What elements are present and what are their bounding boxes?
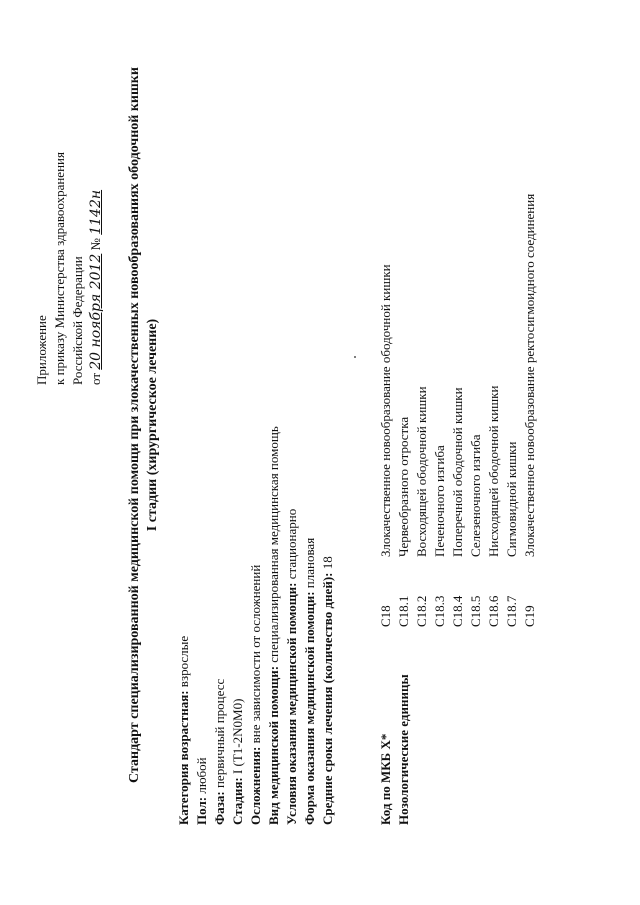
code-row [522,194,540,627]
scan-speck [354,356,356,358]
icd-heading: Код по МКБ X* [378,733,393,825]
appendix-title: Приложение [34,315,49,385]
nosology-name: Злокачественное новообразование ободочной кишки [378,264,393,557]
icd-code: C18.5 [468,595,483,627]
param-label: Пол: [194,796,209,825]
code-row [486,194,504,627]
param-label: Условия оказания медицинской помощи: [284,582,299,825]
param-value: специализированная медицинская помощь [266,426,281,663]
appendix-block [34,152,106,385]
code-row [378,194,396,627]
code-row [450,194,468,627]
param-value: стационарно [284,508,299,580]
params-list [176,426,338,825]
handwritten-number: 1142н [88,189,104,235]
param-value: первичный процесс [212,678,227,789]
nosology-name: Печеночного изгиба [432,445,447,557]
nosology-name: Поперечной ободочной кишки [450,387,465,557]
icd-code: C18 [378,605,393,627]
param-label: Средние сроки лечения (количество дней): [320,572,335,825]
nosology-name: Злокачественное новообразование ректосигмоидного соединения [522,193,537,557]
param-label: Стадия: [230,777,245,825]
param-value: I (T1-2N0M0) [230,698,245,775]
code-row [504,194,522,627]
param-label: Вид медицинской помощи: [266,665,281,825]
code-row [468,194,486,627]
icd-code: C18.6 [486,595,501,627]
param-row [212,426,230,825]
handwritten-date: 20 ноября 2012 [88,253,104,370]
icd-code: C18.2 [414,595,429,627]
param-value: 18 [320,556,335,570]
code-row [414,194,432,627]
param-row [284,426,302,825]
icd-code: C18.3 [432,595,447,627]
code-row [396,194,414,627]
param-row [230,426,248,825]
param-label: Фаза: [212,791,227,825]
param-row [302,426,320,825]
number-label: № [88,238,103,251]
code-row [432,194,450,627]
icd-code: C18.7 [504,595,519,627]
icd-code: C19 [522,605,537,627]
param-value: взрослые [176,635,191,688]
nosology-name: Нисходящей ободочной кишки [486,385,501,557]
nosology-name: Селезеночного изгиба [468,434,483,557]
param-row [320,426,338,825]
document-title: Стандарт специализированной медицинской помощи при злокачественных новообразованиях ободочной кишки [127,67,142,783]
nosology-name: Восходящей ободочной кишки [414,386,429,557]
param-label: Форма оказания медицинской помощи: [302,591,317,825]
nosology-heading: Нозологические единицы [396,674,411,825]
param-value: любой [194,757,209,794]
nosology-name: Сигмовидной кишки [504,441,519,557]
param-value: вне зависимости от осложнений [248,564,263,744]
from-label: от [88,372,103,385]
appendix-line-2: Российской Федерации [70,256,85,385]
icd-code: C18.4 [450,595,465,627]
param-value: плановая [302,537,317,589]
param-row [176,426,194,825]
codes-list [378,194,540,627]
param-label: Категория возрастная: [176,690,191,825]
codes-headings [378,674,414,825]
param-row [248,426,266,825]
param-row [266,426,284,825]
param-label: Осложнения: [248,746,263,825]
document-subtitle: I стадии (хирургическое лечение) [145,318,160,532]
nosology-name: Червеобразного отростка [396,416,411,557]
appendix-line-1: к приказу Министерства здравоохранения [52,152,67,385]
param-row [194,426,212,825]
icd-code: C18.1 [396,595,411,627]
appendix-order-line [88,152,106,385]
